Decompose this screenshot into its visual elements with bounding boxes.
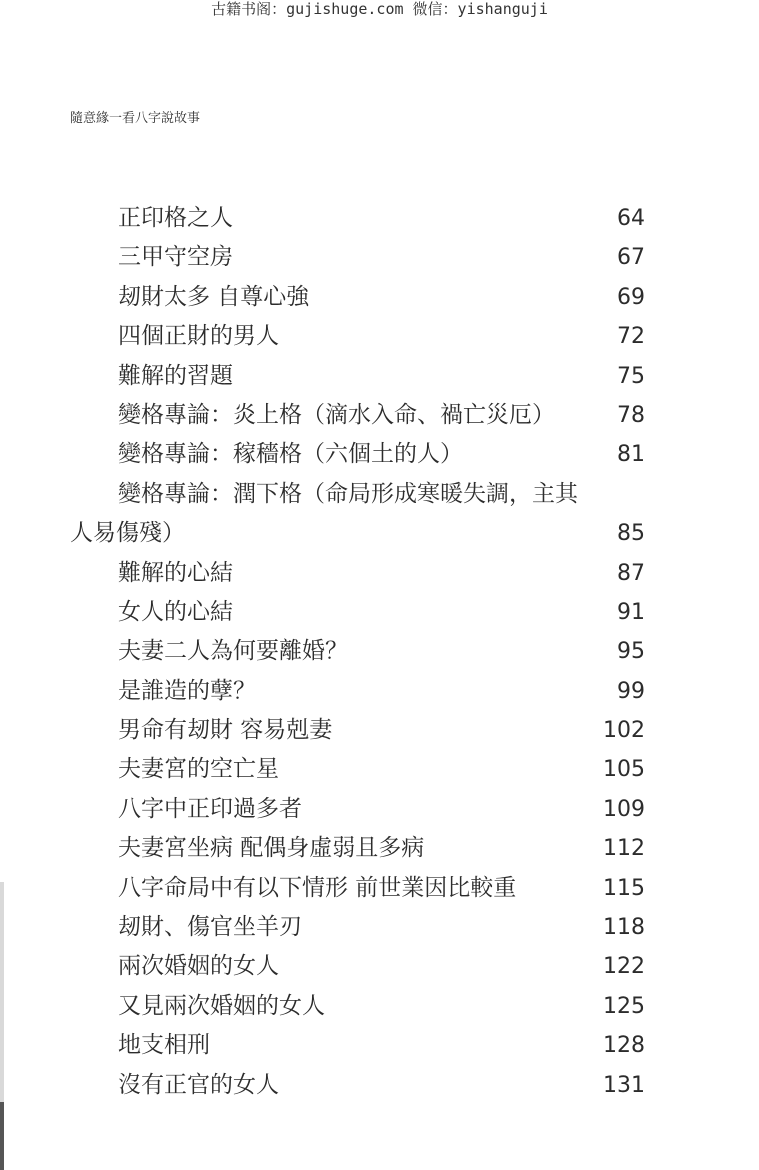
toc-entry-title: 刼財、傷官坐羊刃 (118, 914, 302, 941)
toc-entry-continuation[interactable] (0, 514, 759, 553)
toc-entry[interactable] (0, 357, 759, 396)
toc-entry-page: 109 (603, 796, 645, 822)
toc-entry-page: 95 (617, 639, 645, 665)
page-edge-shadow (0, 882, 4, 1102)
toc-entry-title: 正印格之人 (118, 205, 233, 231)
toc-entry[interactable] (0, 317, 759, 356)
toc-entry-page: 72 (617, 324, 645, 350)
toc-entry[interactable] (0, 750, 759, 789)
toc-entry[interactable] (0, 711, 759, 750)
toc-entry[interactable] (0, 278, 759, 317)
toc-entry[interactable] (0, 396, 759, 435)
toc-entry[interactable] (0, 435, 759, 474)
toc-entry-title: 變格專論：炎上格（滴水入命、禍亡災厄） (118, 401, 555, 428)
toc-entry[interactable] (0, 238, 759, 277)
toc-entry-title: 刼財太多 自尊心強 (118, 283, 310, 310)
toc-entry[interactable] (0, 790, 759, 829)
toc-entry[interactable] (0, 199, 759, 238)
toc-entry-page: 64 (617, 206, 645, 231)
toc-entry-page: 105 (603, 757, 645, 783)
toc-entry[interactable] (0, 987, 759, 1026)
toc-entry-title: 夫妻二人為何要離婚？ (118, 638, 348, 665)
toc-entry-title: 夫妻宮坐病 配偶身虛弱且多病 (118, 835, 425, 862)
toc-entry[interactable] (0, 593, 759, 632)
toc-entry-title: 八字中正印過多者 (118, 795, 302, 822)
toc-entry[interactable] (0, 475, 759, 514)
toc-entry-page: 69 (617, 284, 645, 310)
toc-entry[interactable] (0, 1026, 759, 1065)
toc-entry-title: 難解的心結 (118, 559, 233, 586)
toc-entry-page: 128 (603, 1033, 645, 1059)
toc-entry-page: 118 (603, 915, 645, 941)
toc-entry-title: 三甲守空房 (118, 244, 233, 271)
toc-entry-page: 112 (603, 836, 645, 862)
toc-entry[interactable] (0, 1066, 759, 1105)
toc-entry-page: 75 (617, 363, 645, 389)
toc-entry-title: 難解的習題 (118, 362, 233, 389)
toc-entry[interactable] (0, 908, 759, 947)
toc-entry-page: 122 (603, 954, 645, 980)
table-of-contents (0, 199, 759, 1105)
watermark-text: 古籍书阁：gujishuge.com 微信：yishanguji (211, 0, 548, 18)
toc-entry[interactable] (0, 632, 759, 671)
toc-entry-title: 四個正財的男人 (118, 323, 279, 350)
toc-entry-title: 兩次婚姻的女人 (118, 953, 279, 980)
toc-entry-page: 91 (617, 599, 645, 625)
toc-entry-page: 115 (603, 875, 645, 901)
page-edge-binding (0, 1102, 4, 1170)
running-header: 隨意緣一看八字說故事 (70, 111, 201, 126)
toc-entry-title: 八字命局中有以下情形 前世業因比較重 (118, 874, 517, 901)
toc-entry-title: 是誰造的孽？ (118, 677, 256, 704)
toc-entry[interactable] (0, 869, 759, 908)
toc-entry-page: 125 (603, 993, 645, 1019)
toc-entry[interactable] (0, 947, 759, 986)
toc-entry-page: 87 (617, 560, 645, 586)
toc-entry-title: 沒有正官的女人 (118, 1071, 279, 1098)
toc-entry[interactable] (0, 672, 759, 711)
toc-entry-title: 女人的心結 (118, 598, 233, 625)
toc-entry-page: 78 (617, 402, 645, 428)
toc-entry-title: 夫妻宮的空亡星 (118, 756, 279, 783)
toc-entry[interactable] (0, 829, 759, 868)
toc-entry-page: 85 (617, 521, 645, 547)
toc-entry-title: 男命有刼財 容易剋妻 (118, 717, 333, 744)
toc-entry-page: 67 (617, 245, 645, 271)
toc-entry-page: 131 (603, 1072, 645, 1098)
toc-entry-title: 變格專論：潤下格（命局形成寒暖失調，主其 (118, 480, 578, 507)
toc-entry[interactable] (0, 554, 759, 593)
toc-entry-title-continuation: 人易傷殘） (70, 520, 185, 547)
toc-entry-page: 99 (617, 678, 645, 704)
toc-entry-title: 地支相刑 (118, 1032, 210, 1059)
toc-entry-page: 102 (603, 718, 645, 744)
toc-entry-page: 81 (617, 442, 645, 468)
toc-entry-title: 又見兩次婚姻的女人 (118, 992, 325, 1019)
toc-entry-title: 變格專論：稼穡格（六個土的人） (118, 441, 463, 468)
